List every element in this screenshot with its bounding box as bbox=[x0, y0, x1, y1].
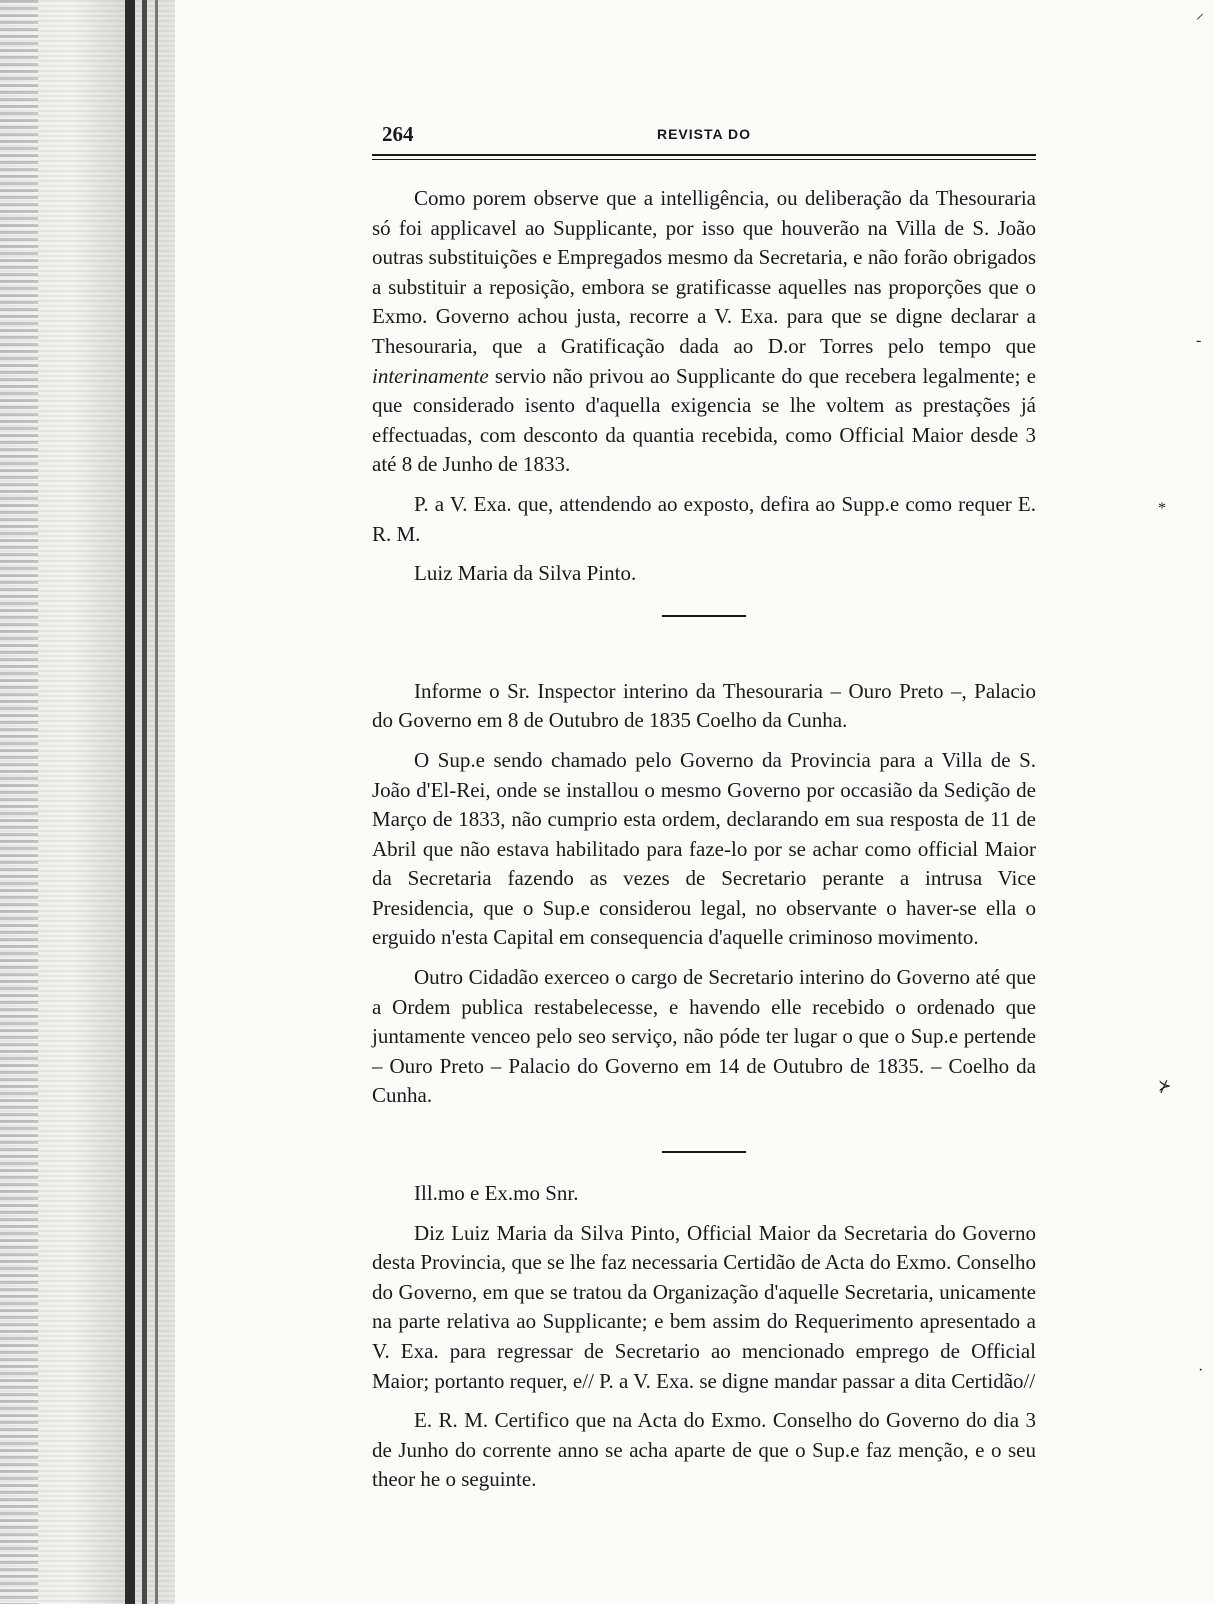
book-spine-line bbox=[155, 0, 158, 1604]
header-rule bbox=[372, 154, 1036, 160]
section-divider bbox=[662, 1151, 746, 1153]
margin-mark: ⸍ bbox=[1196, 12, 1205, 29]
italic-word: interinamente bbox=[372, 363, 489, 388]
running-title: REVISTA DO bbox=[656, 126, 751, 142]
paragraph bbox=[372, 184, 1036, 480]
paragraph: Diz Luiz Maria da Silva Pinto, Official Maior da Secretaria do Governo desta Provincia, que se lhe faz necessaria Certidão de Acta do Exmo. Conselho do Governo, em que se tratou da Organização d'aquelle Secretaria, unicamente na parte relativa ao Supplicante; e bem assim do Requerimento apresentado a V. Exa. para regressar de Secretario ao mencionado emprego de Official Maior; portanto requer, e// P. a V. Exa. se digne mandar passar a dita Certidão// bbox=[372, 1220, 1036, 1393]
document-body bbox=[372, 184, 1036, 1495]
paragraph: E. R. M. Certifico que na Acta do Exmo. Conselho do Governo do dia 3 de Junho do corrente anno se acha aparte de que o Sup.e faz menção, e o seu theor he o seguinte. bbox=[372, 1408, 1036, 1492]
book-spine-line bbox=[125, 0, 135, 1604]
margin-mark: - bbox=[1196, 332, 1202, 349]
margin-mark: * bbox=[1158, 500, 1166, 517]
section-divider bbox=[662, 615, 746, 617]
scan-binding-gutter bbox=[0, 0, 175, 1604]
signature-line: Luiz Maria da Silva Pinto. bbox=[414, 561, 637, 586]
paragraph-text: Como porem observe que a intelligência, ou deliberação da Thesouraria só foi applicavel ao Supplicante, por isso que houverão na Villa de S. João outras substituições e Empregados mesmo da Secretaria, e não forão obrigados a substituir a reposição, embora se gratificasse aquelles nas proporções que o Exmo. Governo achou justa, recorre a V. Exa. para que se digne declarar a Thesouraria, que a Gratificação dada ao D.or Torres pelo tempo que bbox=[372, 186, 1036, 358]
paragraph: O Sup.e sendo chamado pelo Governo da Provincia para a Villa de S. João d'El-Rei, onde se installou o mesmo Governo por occasião da Sedição de Março de 1833, não cumprio esta ordem, declarando em sua resposta de 11 de Abril que não estava habilitado para faze-lo por se achar como official Maior da Secretaria fazendo as vezes de Secretario perante a intrusa Vice Presidencia, que o Sup.e considerou legal, no observante o haver-se ella o erguido n'esta Capital em consequencia d'aquelle criminoso movimento. bbox=[372, 747, 1036, 950]
salutation: Ill.mo e Ex.mo Snr. bbox=[414, 1181, 579, 1206]
paragraph: Informe o Sr. Inspector interino da Thesouraria – Ouro Preto –, Palacio do Governo em 8 de Outubro de 1835 Coelho da Cunha. bbox=[372, 678, 1036, 733]
paragraph: P. a V. Exa. que, attendendo ao exposto, defira ao Supp.e como requer E. R. M. bbox=[372, 491, 1036, 546]
margin-mark: · bbox=[1198, 1362, 1204, 1379]
document-page bbox=[372, 118, 1036, 1495]
running-header bbox=[372, 118, 1036, 148]
paragraph: Outro Cidadão exerceo o cargo de Secretario interino do Governo até que a Ordem publica restabelecesse, e havendo elle recebido o ordenado que juntamente venceo pelo seo serviço, não póde ter lugar o que o Sup.e pertende – Ouro Preto – Palacio do Governo em 14 de Outubro de 1835. – Coelho da Cunha. bbox=[372, 965, 1036, 1108]
scan-edge-shading bbox=[0, 0, 38, 1604]
margin-mark: ⊁ bbox=[1158, 1078, 1172, 1095]
book-spine-line bbox=[142, 0, 147, 1604]
paragraph-text: servio não privou ao Supplicante do que recebera legalmente; e que considerado isento d'aquella exigencia se lhe voltem as prestações já effectuadas, com desconto da quantia recebida, como Official Maior desde 3 até 8 de Junho de 1833. bbox=[372, 363, 1036, 477]
page-number: 264 bbox=[382, 122, 414, 146]
